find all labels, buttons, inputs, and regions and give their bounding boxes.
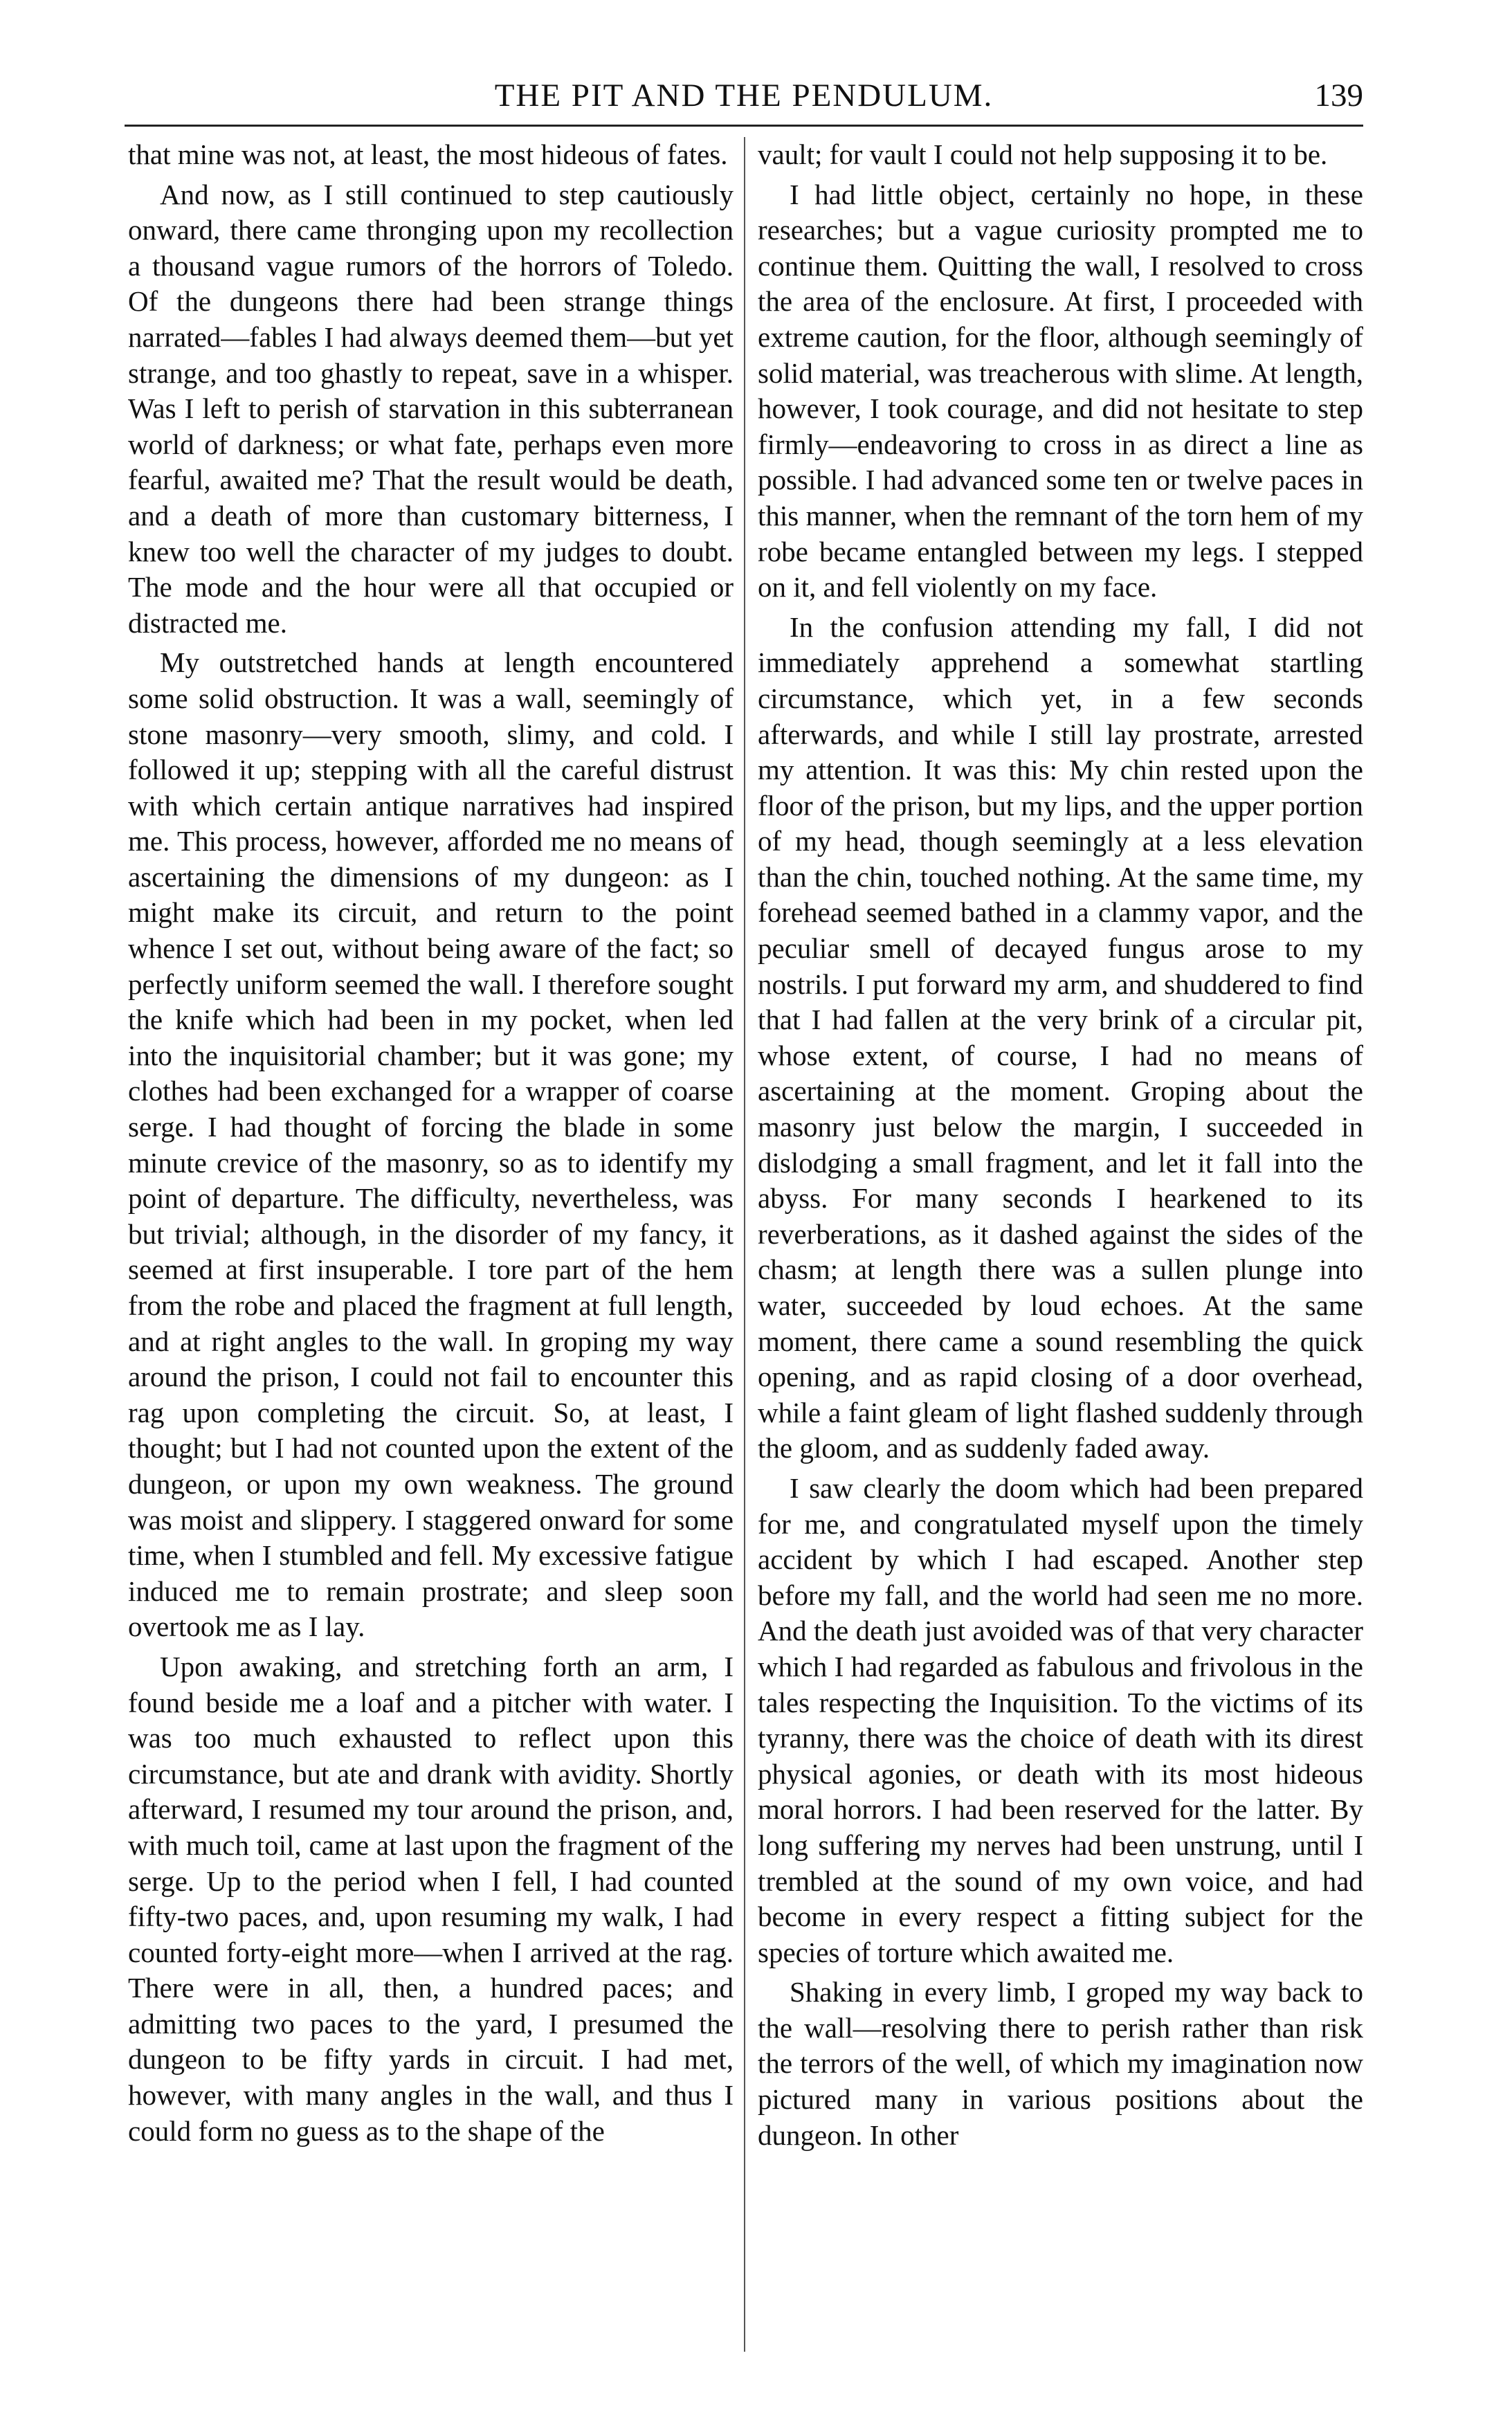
page-number: 139 <box>1314 78 1363 114</box>
paragraph: Shaking in every limb, I groped my way back to the wall—resolving there to perish rather than risk the terrors of the well, of which my imagination now pictured many in various positions about the dungeon. In other <box>758 1976 1363 2151</box>
running-title: THE PIT AND THE PENDULUM. <box>494 78 994 114</box>
column-divider <box>744 137 745 2352</box>
right-column <box>758 137 1363 2372</box>
paragraph: My outstretched hands at length encountered some solid obstruction. It was a wall, seemingly of stone masonry—very smooth, slimy, and cold. I followed it up; stepping with all the careful distrust with which certain antique narratives had inspired me. This process, however, afforded me no means of ascertaining the dimensions of my dungeon: as I might make its circuit, and return to the point whence I set out, without being aware of the fact; so perfectly uniform seemed the wall. I therefore sought the knife which had been in my pocket, when led into the inquisitorial chamber; but it was gone; my clothes had been exchanged for a wrapper of coarse serge. I had thought of forcing the blade in some minute crevice of the masonry, so as to identify my point of departure. The difficulty, nevertheless, was but trivial; although, in the disorder of my fancy, it seemed at first insuperable. I tore part of the hem from the robe and placed the fragment at full length, and at right angles to the wall. In groping my way around the prison, I could not fail to encounter this rag upon completing the circuit. So, at least, I thought; but I had not counted upon the extent of the dungeon, or upon my own weakness. The ground was moist and slippery. I staggered onward for some time, when I stumbled and fell. My excessive fatigue induced me to remain prostrate; and sleep soon overtook me as I lay. <box>128 646 734 1643</box>
running-head <box>125 75 1363 116</box>
left-column <box>128 137 734 2372</box>
paragraph: that mine was not, at least, the most hideous of fates. <box>128 138 728 170</box>
header-rule <box>125 125 1363 127</box>
paragraph: vault; for vault I could not help supposing it to be. <box>758 138 1328 170</box>
paragraph: I saw clearly the doom which had been prepared for me, and congratulated myself upon the timely accident by which I had escaped. Another step before my fall, and the world had seen me no more. And the death just avoided was of that very character which I had regarded as fabulous and frivolous in the tales respecting the Inquisition. To the victims of its tyranny, there was the choice of death with its direst physical agonies, or death with its most hideous moral horrors. I had been reserved for the latter. By long suffering my nerves had been unstrung, until I trembled at the sound of my own voice, and had become in every respect a fitting subject for the species of torture which awaited me. <box>758 1471 1363 1968</box>
paragraph: I had little object, certainly no hope, in these researches; but a vague curiosity prompted me to continue them. Quitting the wall, I resolved to cross the area of the enclosure. At first, I proceeded with extreme caution, for the floor, although seemingly of solid material, was treacherous with slime. At length, however, I took courage, and did not hesitate to step firmly—endeavoring to cross in as direct a line as possible. I had advanced some ten or twelve paces in this manner, when the remnant of the torn hem of my robe became entangled between my legs. I stepped on it, and fell violently on my face. <box>758 178 1363 604</box>
paragraph: And now, as I still continued to step cautiously onward, there came thronging upon my recollection a thousand vague rumors of the horrors of Toledo. Of the dungeons there had been strange things narrated—fables I had always deemed them—but yet strange, and too ghastly to repeat, save in a whisper. Was I left to perish of starvation in this subterranean world of darkness; or what fate, perhaps even more fearful, awaited me? That the result would be death, and a death of more than customary bitterness, I knew too well the character of my judges to doubt. The mode and the hour were all that occupied or distracted me. <box>128 178 734 639</box>
paragraph: In the confusion attending my fall, I did not immediately apprehend a somewhat startling circumstance, which yet, in a few seconds afterwards, and while I still lay prostrate, arrested my attention. It was this: My chin rested upon the floor of the prison, but my lips, and the upper portion of my head, though seemingly at a less elevation than the chin, touched nothing. At the same time, my forehead seemed bathed in a clammy vapor, and the peculiar smell of decayed fungus arose to my nostrils. I put forward my arm, and shuddered to find that I had fallen at the very brink of a circular pit, whose extent, of course, I had no means of ascertaining at the moment. Groping about the masonry just below the margin, I succeeded in dislodging a small fragment, and let it fall into the abyss. For many seconds I hearkened to its reverberations, as it dashed against the sides of the chasm; at length there was a sullen plunge into water, succeeded by loud echoes. At the same moment, there came a sound resembling the quick opening, and as rapid closing of a door overhead, while a faint gleam of light flashed suddenly through the gloom, and as suddenly faded away. <box>758 610 1363 1464</box>
paragraph: Upon awaking, and stretching forth an arm, I found beside me a loaf and a pitcher with water. I was too much exhausted to reflect upon this circumstance, but ate and drank with avidity. Shortly afterward, I resumed my tour around the prison, and, with much toil, came at last upon the fragment of the serge. Up to the period when I fell, I had counted fifty-two paces, and, upon resuming my walk, I had counted forty-eight more—when I arrived at the rag. There were in all, then, a hundred paces; and admitting two paces to the yard, I presumed the dungeon to be fifty yards in circuit. I had met, however, with many angles in the wall, and thus I could form no guess as to the shape of the <box>128 1650 734 2147</box>
